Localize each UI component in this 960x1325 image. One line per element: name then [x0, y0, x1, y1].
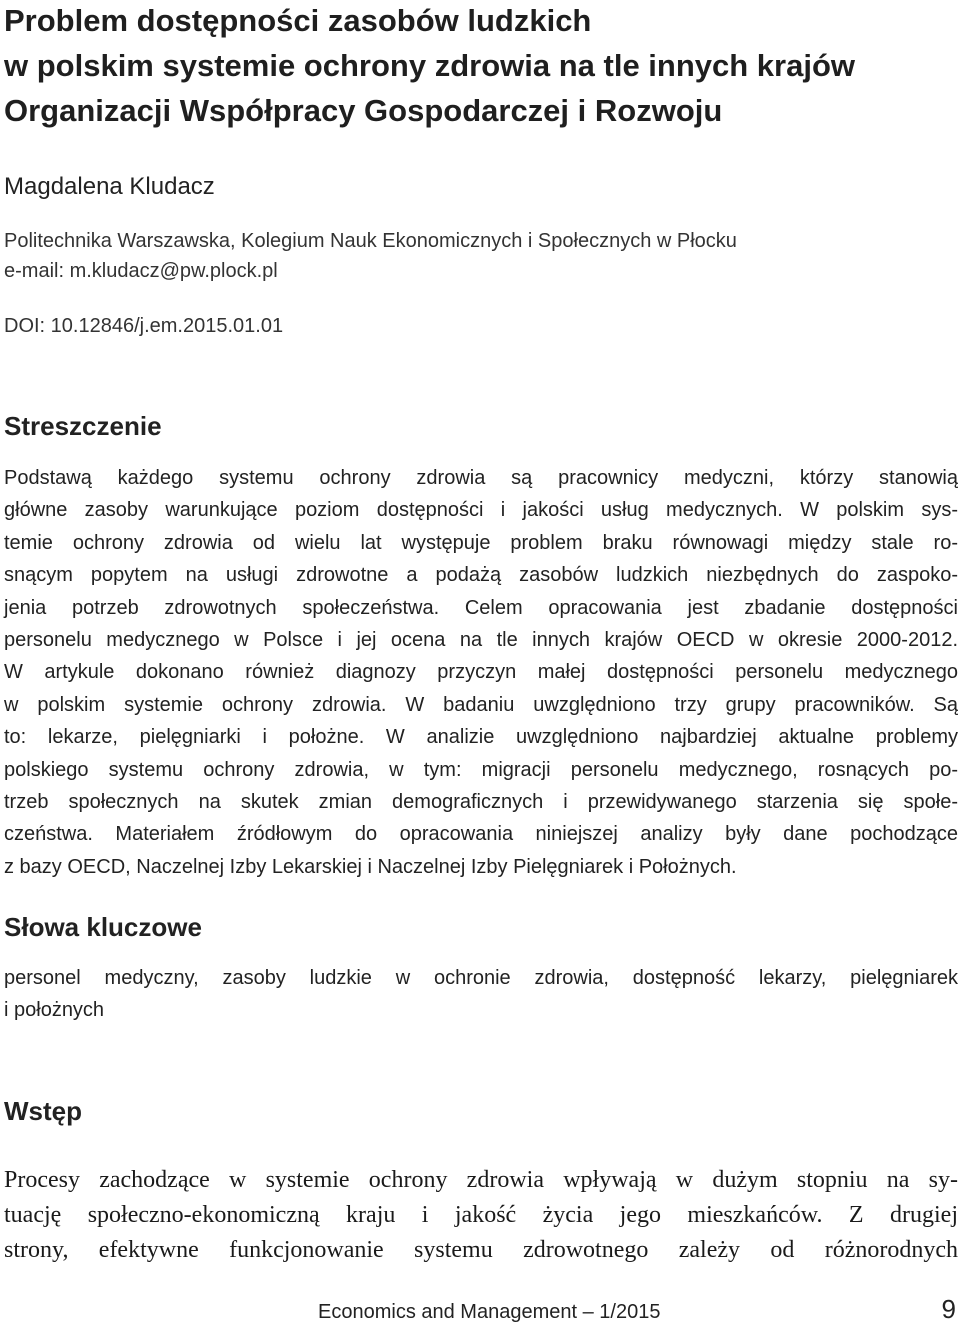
author-affiliation-block	[4, 226, 737, 286]
abstract-line: snącym popytem na usługi zdrowotne a podażą zasobów ludzkich niezbędnych do zaspoko-	[4, 564, 958, 587]
abstract-line: czeństwa. Materiałem źródłowym do opracowania niniejszej analizy były dane pochodzące	[4, 823, 958, 846]
abstract-line: polskiego systemu ochrony zdrowia, w tym: migracji personelu medycznego, rosnących po-	[4, 758, 958, 781]
doi: DOI: 10.12846/j.em.2015.01.01	[4, 315, 284, 337]
abstract-line: jenia potrzeb zdrowotnych społeczeństwa. Celem opracowania jest zbadanie dostępności	[4, 596, 958, 619]
keywords-body	[4, 962, 958, 1026]
title-line: Problem dostępności zasobów ludzkich	[4, 3, 592, 38]
abstract-line: temie ochrony zdrowia od wielu lat występuje problem braku równowagi między stale ro-	[4, 531, 958, 554]
author-email: e-mail: m.kludacz@pw.plock.pl	[4, 260, 278, 282]
abstract-line: trzeb społecznych na skutek zmian demograficznych i przewidywanego starzenia się społe-	[4, 791, 958, 814]
author-name: Magdalena Kludacz	[4, 173, 215, 200]
introduction-line: strony, efektywne funkcjonowanie systemu zdrowotnego zależy od różnorodnych	[4, 1237, 958, 1263]
abstract-line: personelu medycznego w Polsce i jej ocena na tle innych krajów OECD w okresie 2000-2012.	[4, 629, 958, 652]
title-line: w polskim systemie ochrony zdrowia na tle innych krajów	[4, 48, 856, 83]
abstract-line: to: lekarze, pielęgniarki i położne. W analizie uwzględniono najbardziej aktualne problemy	[4, 726, 958, 749]
abstract-line: w polskim systemie ochrony zdrowia. W badaniu uwzględniono trzy grupy pracowników. Są	[4, 693, 958, 716]
abstract-body	[4, 462, 958, 883]
author-affiliation: Politechnika Warszawska, Kolegium Nauk Ekonomicznych i Społecznych w Płocku	[4, 230, 737, 252]
title-line: Organizacji Współpracy Gospodarczej i Rozwoju	[4, 93, 723, 128]
footer-journal: Economics and Management – 1/2015	[318, 1301, 661, 1323]
introduction-line: Procesy zachodzące w systemie ochrony zdrowia wpływają w dużym stopniu na sy-	[4, 1167, 958, 1193]
introduction-heading: Wstęp	[4, 1096, 82, 1126]
abstract-heading: Streszczenie	[4, 411, 162, 441]
keywords-heading: Słowa kluczowe	[4, 912, 202, 942]
abstract-line: główne zasoby warunkujące poziom dostępności i jakości usług medycznych. W polskim sys-	[4, 499, 958, 522]
abstract-line: z bazy OECD, Naczelnej Izby Lekarskiej i Naczelnej Izby Pielęgniarek i Położnych.	[4, 855, 737, 878]
abstract-line: Podstawą każdego systemu ochrony zdrowia są pracownicy medyczni, którzy stanowią	[4, 467, 958, 489]
introduction-body	[4, 1163, 958, 1268]
keywords-line: i położnych	[4, 999, 105, 1021]
keywords-line: personel medyczny, zasoby ludzkie w ochronie zdrowia, dostępność lekarzy, pielęgniarek	[4, 967, 958, 989]
abstract-line: W artykule dokonano również diagnozy przyczyn małej dostępności personelu medycznego	[4, 661, 958, 684]
introduction-line: tuację społeczno-ekonomiczną kraju i jakość życia jego mieszkańców. Z drugiej	[4, 1202, 958, 1228]
article-title	[4, 0, 956, 133]
page-number: 9	[941, 1294, 956, 1324]
